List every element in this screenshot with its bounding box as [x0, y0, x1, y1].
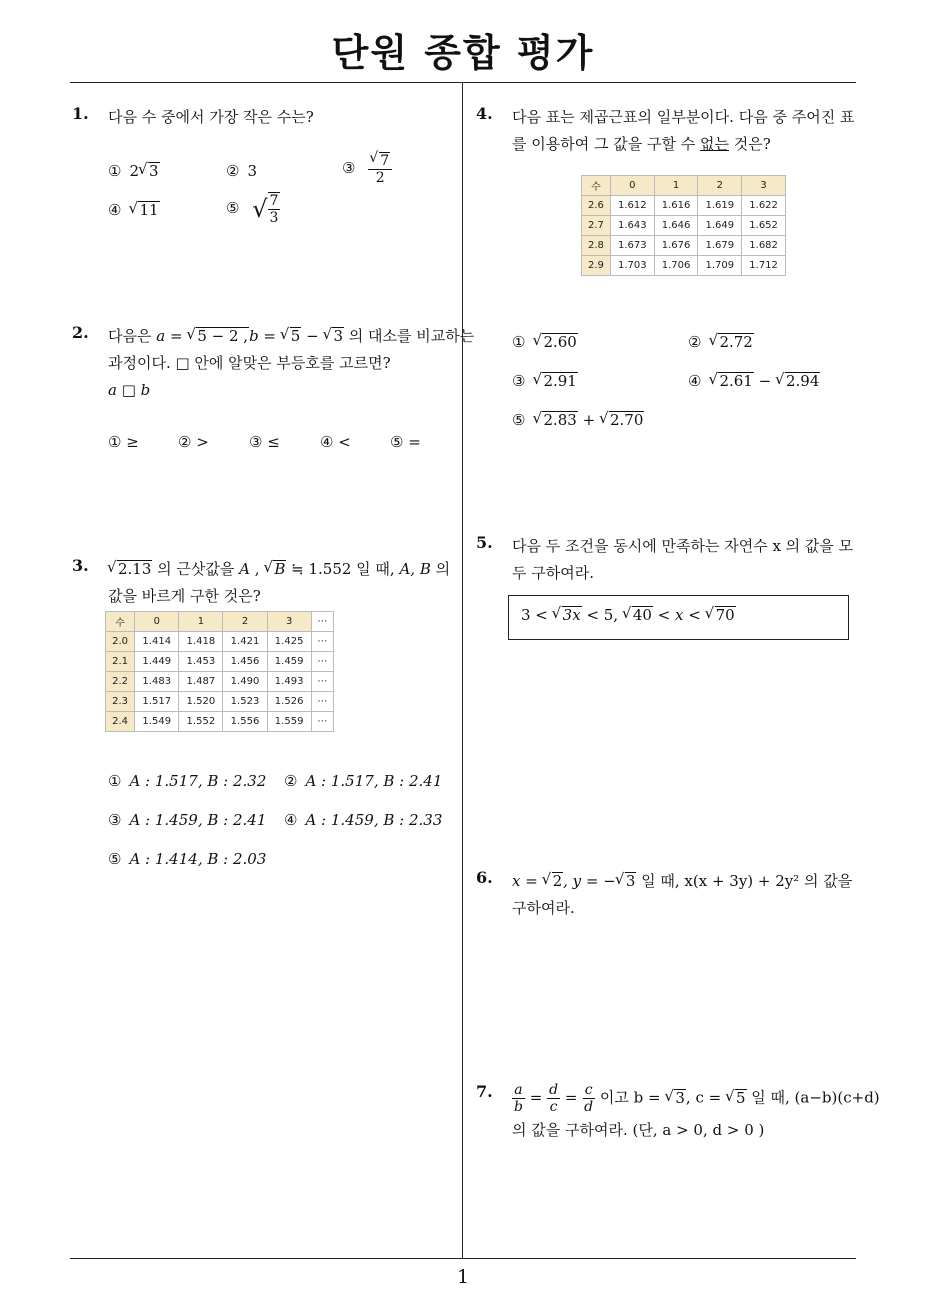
- table-row: 2.1 1.449 1.453 1.456 1.459 ⋯: [106, 652, 334, 672]
- table-header: 2: [223, 612, 267, 632]
- option-3[interactable]: ③ √ $\frac{7}{2}$: [342, 152, 392, 186]
- condition-box: 3 < √ 3x < 5, √ 40 < x < √ 70: [508, 595, 849, 640]
- option-1[interactable]: ① A : 1.517, B : 2.32: [108, 772, 267, 790]
- top-rule: [70, 82, 856, 83]
- table-header: 2: [698, 176, 742, 196]
- question-number: 3.: [72, 556, 89, 575]
- table-header: 0: [135, 612, 179, 632]
- question-text: 다음 수 중에서 가장 작은 수는?: [108, 108, 314, 126]
- page-number: 1: [456, 1266, 470, 1288]
- table-header: 수: [106, 612, 135, 632]
- option-2[interactable]: ②√ 2.72: [688, 333, 754, 351]
- option-1[interactable]: ① ≥: [108, 433, 139, 451]
- table-header: 0: [610, 176, 654, 196]
- table-header: 3: [267, 612, 311, 632]
- option-2[interactable]: ② >: [178, 433, 209, 451]
- question-4: [476, 104, 861, 164]
- option-3[interactable]: ③√ 2.91: [512, 372, 578, 390]
- question-5: [476, 533, 861, 593]
- option-5[interactable]: ⑤√ 2.83 + √ 2.70: [512, 411, 644, 429]
- table-header: ⋯: [311, 612, 333, 632]
- option-4[interactable]: ④√ 11: [108, 201, 160, 219]
- square-root-table: [581, 175, 786, 276]
- option-3[interactable]: ③ A : 1.459, B : 2.41: [108, 811, 267, 829]
- question-number: 2.: [72, 323, 89, 342]
- option-3[interactable]: ③ ≤: [249, 433, 280, 451]
- table-row: 2.3 1.517 1.520 1.523 1.526 ⋯: [106, 692, 334, 712]
- option-1[interactable]: ① 2√ 3: [108, 162, 160, 180]
- question-number: 5.: [476, 533, 493, 552]
- question-2: [72, 323, 475, 463]
- question-6: [476, 868, 861, 928]
- option-2[interactable]: ② 3: [226, 162, 257, 180]
- question-7: [476, 1082, 880, 1152]
- option-5[interactable]: ⑤ A : 1.414, B : 2.03: [108, 850, 267, 868]
- column-divider: [462, 83, 463, 1258]
- table-row: 2.6 1.612 1.616 1.619 1.622: [582, 196, 786, 216]
- table-row: 2.0 1.414 1.418 1.421 1.425 ⋯: [106, 632, 334, 652]
- table-header: 3: [742, 176, 786, 196]
- option-5[interactable]: ⑤ √ $\frac{7}{3}$: [226, 193, 279, 226]
- table-header: 수: [582, 176, 611, 196]
- question-1: [72, 104, 452, 234]
- option-4[interactable]: ④√ 2.61 − √ 2.94: [688, 372, 820, 390]
- question-text: √ 2.13 의 근삿값을 A , √ B ≒ 1.552 일 때, A, B 의 값을 바르게 구한 것은?: [108, 556, 450, 610]
- question-number: 7.: [476, 1082, 493, 1101]
- table-row: 2.8 1.673 1.676 1.679 1.682: [582, 236, 786, 256]
- question-number: 6.: [476, 868, 493, 887]
- option-5[interactable]: ⑤ =: [390, 433, 421, 451]
- question-text: 다음 표는 제곱근표의 일부분이다. 다음 중 주어진 표 를 이용하여 그 값을 구할 수 없는 것은?: [512, 108, 855, 153]
- question-text: $\frac{a}{b}$ = $\frac{d}{c}$ = $\frac{c}{d}$ 이고 b = √ 3, c = √ 5 일 때, (a−b)(c+d) 의 값을 구하여라. (단, a > 0, d > 0 ): [512, 1082, 880, 1145]
- question-text: x = √ 2, y = −√ 3 일 때, x(x + 3y) + 2y² 의 값을 구하여라.: [512, 868, 852, 922]
- table-row: 2.4 1.549 1.552 1.556 1.559 ⋯: [106, 712, 334, 732]
- table-row: 2.7 1.643 1.646 1.649 1.652: [582, 216, 786, 236]
- table-header: 1: [654, 176, 698, 196]
- option-1[interactable]: ①√ 2.60: [512, 333, 578, 351]
- table-row: 2.2 1.483 1.487 1.490 1.493 ⋯: [106, 672, 334, 692]
- page-title: 단원 종합 평가: [331, 31, 595, 75]
- bottom-rule: [70, 1258, 856, 1259]
- question-text: 다음은 a = √ 5 − 2 ,b = √ 5 − √ 3 의 대소를 비교하는 과정이다. □ 안에 알맞은 부등호를 고르면? a □ b: [108, 323, 474, 404]
- option-4[interactable]: ④ <: [320, 433, 351, 451]
- question-number: 4.: [476, 104, 493, 123]
- option-4[interactable]: ④ A : 1.459, B : 2.33: [284, 811, 443, 829]
- table-row: 2.9 1.703 1.706 1.709 1.712: [582, 256, 786, 276]
- table-header: 1: [179, 612, 223, 632]
- question-text: 다음 두 조건을 동시에 만족하는 자연수 x 의 값을 모 두 구하여라.: [512, 537, 854, 582]
- question-number: 1.: [72, 104, 89, 123]
- option-2[interactable]: ② A : 1.517, B : 2.41: [284, 772, 443, 790]
- square-root-table: [105, 611, 334, 732]
